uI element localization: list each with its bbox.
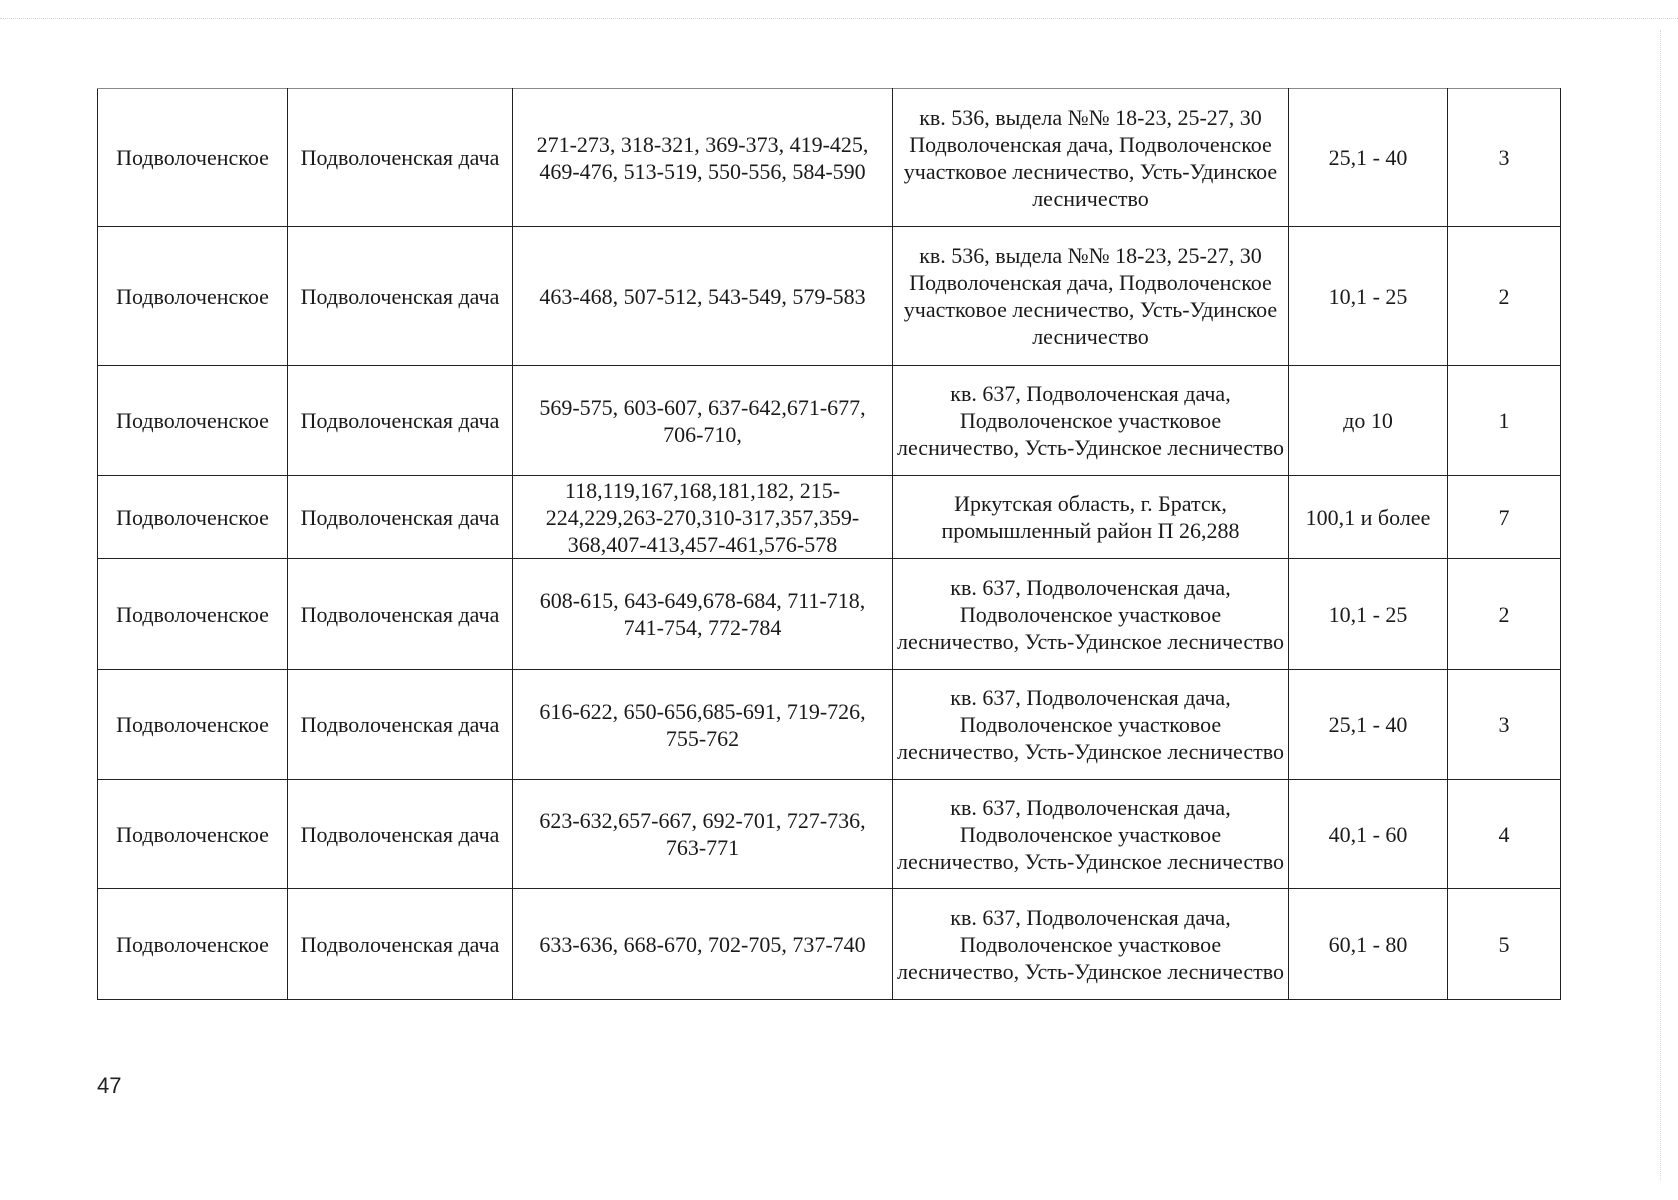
range-cell: до 10 [1289, 366, 1448, 476]
table-row [98, 366, 1561, 476]
forestry-cell: Подволоченское [98, 670, 288, 780]
table-body [98, 89, 1561, 1000]
quarters-cell: 616-622, 650-656,685-691, 719-726, 755-762 [513, 670, 893, 780]
range-cell: 100,1 и более [1289, 476, 1448, 559]
forestry-cell: Подволоченское [98, 559, 288, 670]
forestry-cell: Подволоченское [98, 366, 288, 476]
range-cell: 25,1 - 40 [1289, 670, 1448, 780]
location-cell: кв. 637, Подволоченская дача, Подволоченское участковое лесничество, Усть-Удинское лесничество [893, 889, 1289, 1000]
class-cell: 3 [1448, 670, 1561, 780]
dacha-cell: Подволоченская дача [288, 366, 513, 476]
class-cell: 4 [1448, 780, 1561, 889]
table-row [98, 670, 1561, 780]
class-cell: 2 [1448, 227, 1561, 366]
dacha-cell: Подволоченская дача [288, 227, 513, 366]
forestry-cell: Подволоченское [98, 889, 288, 1000]
range-cell: 60,1 - 80 [1289, 889, 1448, 1000]
class-cell: 2 [1448, 559, 1561, 670]
dacha-cell: Подволоченская дача [288, 476, 513, 559]
location-cell: кв. 637, Подволоченская дача, Подволоченское участковое лесничество, Усть-Удинское лесничество [893, 559, 1289, 670]
location-cell: кв. 536, выдела №№ 18-23, 25-27, 30 Подволоченская дача, Подволоченское участковое лесничество, Усть-Удинское лесничество [893, 89, 1289, 227]
table-row [98, 559, 1561, 670]
class-cell: 3 [1448, 89, 1561, 227]
range-cell: 10,1 - 25 [1289, 559, 1448, 670]
range-cell: 25,1 - 40 [1289, 89, 1448, 227]
forestry-cell: Подволоченское [98, 89, 288, 227]
forestry-cell: Подволоченское [98, 227, 288, 366]
class-cell: 1 [1448, 366, 1561, 476]
table-row [98, 780, 1561, 889]
range-cell: 10,1 - 25 [1289, 227, 1448, 366]
page-number: 47 [97, 1073, 122, 1098]
quarters-cell: 608-615, 643-649,678-684, 711-718, 741-754, 772-784 [513, 559, 893, 670]
table-row [98, 227, 1561, 366]
location-cell: кв. 637, Подволоченская дача, Подволоченское участковое лесничество, Усть-Удинское лесничество [893, 366, 1289, 476]
range-cell: 40,1 - 60 [1289, 780, 1448, 889]
location-cell: кв. 637, Подволоченская дача, Подволоченское участковое лесничество, Усть-Удинское лесничество [893, 670, 1289, 780]
dacha-cell: Подволоченская дача [288, 559, 513, 670]
scan-edge-line [0, 18, 1678, 19]
dacha-cell: Подволоченская дача [288, 780, 513, 889]
quarters-cell: 118,119,167,168,181,182, 215-224,229,263-270,310-317,357,359-368,407-413,457-461,576-578 [513, 476, 893, 559]
table-row [98, 476, 1561, 559]
dacha-cell: Подволоченская дача [288, 889, 513, 1000]
quarters-cell: 271-273, 318-321, 369-373, 419-425, 469-476, 513-519, 550-556, 584-590 [513, 89, 893, 227]
quarters-cell: 569-575, 603-607, 637-642,671-677, 706-710, [513, 366, 893, 476]
dacha-cell: Подволоченская дача [288, 670, 513, 780]
quarters-cell: 623-632,657-667, 692-701, 727-736, 763-771 [513, 780, 893, 889]
location-cell: Иркутская область, г. Братск, промышленный район П 26,288 [893, 476, 1289, 559]
quarters-cell: 633-636, 668-670, 702-705, 737-740 [513, 889, 893, 1000]
location-cell: кв. 536, выдела №№ 18-23, 25-27, 30 Подволоченская дача, Подволоченское участковое лесничество, Усть-Удинское лесничество [893, 227, 1289, 366]
scan-margin-artifact [1660, 30, 1661, 1180]
dacha-cell: Подволоченская дача [288, 89, 513, 227]
table-row [98, 889, 1561, 1000]
class-cell: 7 [1448, 476, 1561, 559]
class-cell: 5 [1448, 889, 1561, 1000]
forest-plot-table [97, 88, 1561, 1000]
forestry-cell: Подволоченское [98, 780, 288, 889]
table-row [98, 89, 1561, 227]
location-cell: кв. 637, Подволоченская дача, Подволоченское участковое лесничество, Усть-Удинское лесничество [893, 780, 1289, 889]
quarters-cell: 463-468, 507-512, 543-549, 579-583 [513, 227, 893, 366]
forestry-cell: Подволоченское [98, 476, 288, 559]
